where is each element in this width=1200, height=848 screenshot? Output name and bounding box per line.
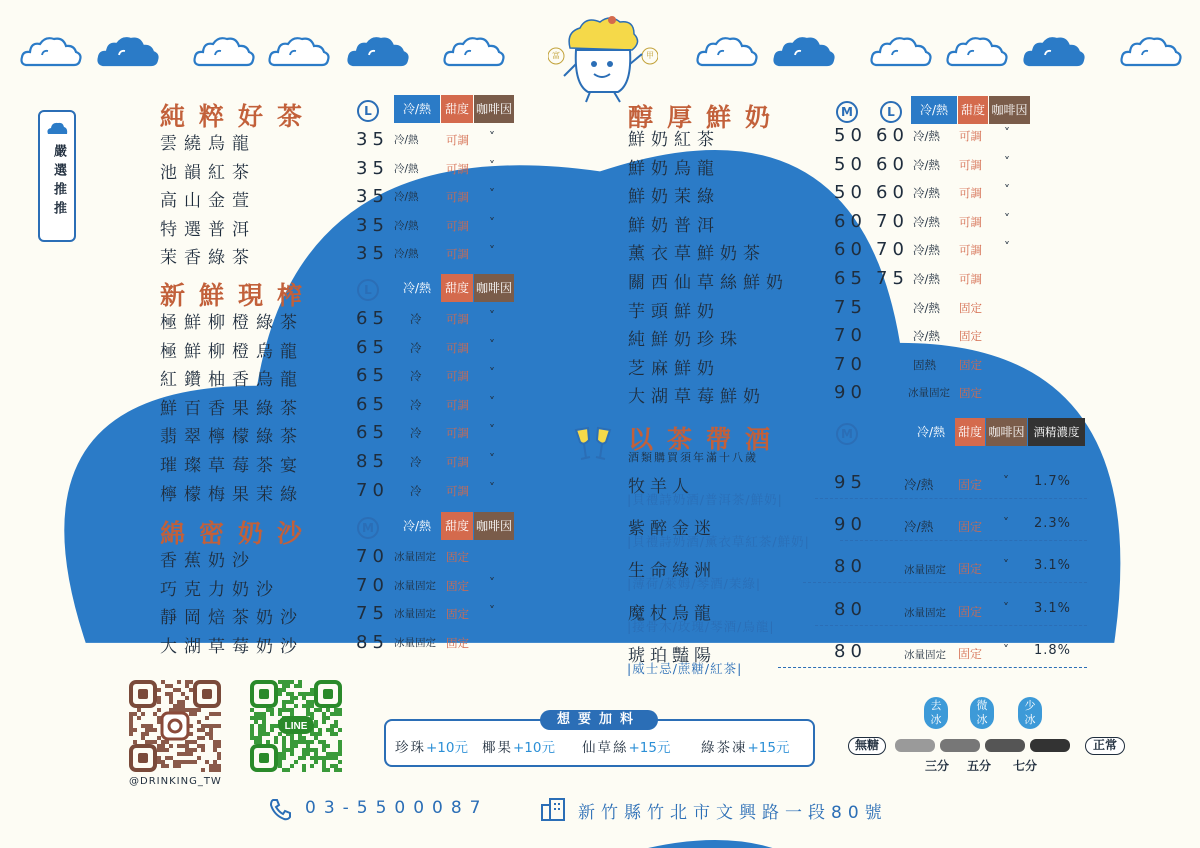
item-name: 大湖草莓鮮奶 bbox=[628, 387, 766, 408]
item-price-l: 70 bbox=[876, 210, 909, 232]
item-price-m: 50 bbox=[834, 125, 867, 146]
ice-level-2: 微 冰 bbox=[970, 697, 994, 729]
item-name: 薰衣草鮮奶茶 bbox=[628, 244, 766, 265]
sugar-level-1 bbox=[895, 739, 935, 752]
item-price: 70 bbox=[356, 546, 389, 567]
address[interactable]: 新竹縣竹北市文興路一段80號 bbox=[578, 803, 888, 823]
item-ingredients: |貝禮詩奶酒/薰衣草紅茶/鮮奶| bbox=[627, 534, 810, 550]
menu-item[interactable] bbox=[0, 325, 1100, 353]
caffeine-chevron-icon: ˅ bbox=[489, 309, 495, 323]
header-cloud-icon bbox=[97, 35, 159, 67]
item-price-m: 90 bbox=[834, 382, 867, 404]
menu-item[interactable] bbox=[0, 382, 1100, 410]
item-name: 極鮮柳橙綠茶 bbox=[160, 313, 304, 333]
item-name: 翡翠檸檬綠茶 bbox=[160, 427, 304, 448]
item-temp: 冷/熱 bbox=[913, 214, 940, 229]
item-name: 鮮奶紅茶 bbox=[628, 130, 720, 150]
item-price-l: 60 bbox=[876, 182, 909, 204]
item-price-m: 70 bbox=[834, 325, 867, 347]
menu-item[interactable] bbox=[0, 422, 600, 450]
addon-price: +15元 bbox=[628, 740, 671, 756]
header-hot-cold: 冷/熱 bbox=[394, 512, 440, 540]
item-name: 鮮奶普洱 bbox=[628, 215, 720, 236]
item-temp: 固熱 bbox=[913, 357, 936, 372]
menu-item[interactable] bbox=[0, 211, 1100, 239]
section-title-fresh: 新鮮現榨 bbox=[160, 281, 317, 310]
item-name: 鮮百香果綠茶 bbox=[160, 398, 304, 419]
item-name: 雲繞烏龍 bbox=[160, 134, 256, 154]
item-temp: 冰量固定 bbox=[394, 636, 436, 649]
ice-level-1: 去 冰 bbox=[924, 697, 948, 729]
item-temp: 冷/熱 bbox=[394, 134, 419, 146]
caffeine-chevron-icon: ˅ bbox=[1004, 183, 1010, 198]
caffeine-chevron-icon: ˅ bbox=[489, 423, 495, 438]
item-name: 琥珀豔陽 bbox=[628, 645, 716, 666]
header-hot-cold: 冷/熱 bbox=[911, 96, 957, 124]
addon-name: 仙草絲 bbox=[582, 740, 629, 756]
header-cloud-icon bbox=[20, 35, 82, 67]
age-note: 酒類購買須年滿十八歲 bbox=[628, 451, 758, 464]
addon-price: +10元 bbox=[513, 740, 555, 756]
size-m-icon: M bbox=[357, 517, 379, 539]
phone-icon bbox=[268, 797, 294, 821]
item-name: 魔杖烏龍 bbox=[628, 603, 716, 624]
item-ingredients: |貝禮詩奶酒/普洱茶/鮮奶| bbox=[627, 492, 783, 507]
item-temp: 冷/熱 bbox=[394, 191, 419, 204]
header-cloud-icon bbox=[870, 35, 932, 67]
header-caffeine: 咖啡因 bbox=[989, 96, 1030, 124]
item-ingredients: |接骨木/玫瑰/琴酒/烏龍| bbox=[627, 618, 775, 634]
header-alcohol: 酒精濃度 bbox=[1028, 418, 1085, 446]
item-price-l: 60 bbox=[876, 153, 909, 175]
caffeine-chevron-icon: ˅ bbox=[489, 604, 495, 619]
caffeine-chevron-icon: ˅ bbox=[1003, 474, 1009, 488]
header-cloud-icon bbox=[443, 35, 505, 67]
item-name: 極鮮柳橙烏龍 bbox=[160, 341, 304, 362]
menu-item[interactable] bbox=[0, 556, 1100, 584]
item-abv: 2.3% bbox=[1034, 516, 1072, 532]
building-icon bbox=[540, 797, 566, 821]
item-temp: 冷 bbox=[410, 369, 422, 384]
caffeine-chevron-icon: ˅ bbox=[1003, 600, 1009, 615]
item-price-m: 65 bbox=[834, 268, 867, 289]
item-sweet: 可調 bbox=[446, 483, 469, 498]
size-m-icon: M bbox=[836, 101, 858, 123]
caffeine-chevron-icon: ˅ bbox=[1004, 240, 1010, 255]
item-temp: 冰量固定 bbox=[904, 564, 946, 577]
caffeine-chevron-icon: ˅ bbox=[489, 575, 495, 590]
item-price: 35 bbox=[356, 129, 389, 150]
header-cloud-icon bbox=[268, 35, 330, 67]
item-ingredients: |威士忌/蔗糖/紅茶| bbox=[627, 660, 743, 676]
badge-text: 嚴選推推 bbox=[51, 144, 66, 220]
item-temp: 冷 bbox=[410, 340, 422, 355]
ingredient-divider bbox=[840, 540, 1087, 541]
item-temp: 冷/熱 bbox=[913, 157, 940, 172]
menu-item[interactable] bbox=[0, 125, 1100, 153]
item-sweet: 固定 bbox=[959, 386, 982, 401]
header-sweetness: 甜度 bbox=[958, 96, 988, 124]
item-sweet: 可調 bbox=[446, 369, 469, 384]
item-temp: 冷/熱 bbox=[913, 329, 940, 344]
item-price-m: 75 bbox=[834, 296, 867, 318]
sugar-level-label: 五分 bbox=[967, 759, 992, 773]
caffeine-chevron-icon: ˅ bbox=[489, 394, 495, 409]
item-sweet: 固定 bbox=[446, 635, 469, 650]
item-temp: 冰量固定 bbox=[908, 387, 950, 400]
item-name: 生命綠洲 bbox=[628, 561, 716, 582]
addon-title: 想要加料 bbox=[540, 710, 658, 730]
menu-item[interactable] bbox=[0, 514, 1100, 542]
item-price: 65 bbox=[356, 308, 389, 329]
caffeine-chevron-icon: ˅ bbox=[489, 366, 495, 381]
item-price: 70 bbox=[356, 574, 389, 596]
ingredient-divider bbox=[815, 498, 1087, 499]
section-title-wine: 以茶帶酒 bbox=[628, 425, 785, 454]
item-temp: 冷 bbox=[410, 483, 422, 498]
item-price: 80 bbox=[834, 640, 867, 662]
item-sweet: 可調 bbox=[959, 186, 982, 201]
header-sweetness: 甜度 bbox=[441, 512, 473, 540]
header-cloud-icon bbox=[946, 35, 1008, 67]
item-sweet: 可調 bbox=[446, 455, 469, 469]
item-name: 鮮奶茉綠 bbox=[628, 187, 720, 208]
item-name: 璀璨草莓茶宴 bbox=[160, 456, 304, 476]
header-cloud-icon bbox=[773, 35, 835, 67]
caffeine-chevron-icon: ˅ bbox=[489, 130, 495, 144]
item-sweet: 可調 bbox=[959, 243, 982, 258]
item-sweet: 固定 bbox=[446, 550, 469, 564]
item-price-m: 70 bbox=[834, 353, 867, 375]
item-price: 85 bbox=[356, 631, 389, 653]
header-cloud-icon bbox=[193, 35, 255, 67]
item-temp: 冷 bbox=[410, 312, 422, 326]
item-price-l: 60 bbox=[876, 125, 909, 146]
item-price-l: 75 bbox=[876, 268, 909, 289]
item-price: 80 bbox=[834, 556, 867, 578]
header-cloud-icon bbox=[696, 35, 758, 67]
item-name: 檸檬梅果茉綠 bbox=[160, 484, 304, 505]
addon-price: +10元 bbox=[426, 740, 468, 756]
section-title-smoothie: 綿密奶沙 bbox=[160, 519, 317, 548]
header-hot-cold: 冷/熱 bbox=[908, 418, 954, 446]
size-l-icon: L bbox=[357, 279, 379, 301]
item-name: 大湖草莓奶沙 bbox=[160, 636, 304, 657]
item-price: 70 bbox=[356, 479, 389, 501]
item-sweet: 固定 bbox=[958, 520, 983, 535]
menu-item[interactable] bbox=[0, 268, 1100, 296]
item-price: 95 bbox=[834, 472, 867, 493]
item-sweet: 可調 bbox=[446, 247, 469, 262]
item-abv: 3.1% bbox=[1034, 558, 1072, 574]
item-temp: 冰量固定 bbox=[904, 648, 946, 661]
item-temp: 冷/熱 bbox=[913, 243, 940, 258]
header-cloud-icon bbox=[1120, 35, 1182, 67]
wine-glasses-icon bbox=[572, 424, 616, 464]
item-name: 牧羊人 bbox=[628, 477, 694, 497]
item-abv: 3.1% bbox=[1034, 600, 1072, 616]
menu-item[interactable] bbox=[0, 297, 1100, 325]
item-price-m: 50 bbox=[834, 182, 867, 204]
item-sweet: 可調 bbox=[446, 133, 469, 147]
sugar-level-4 bbox=[1030, 739, 1070, 752]
item-name: 高山金萱 bbox=[160, 191, 256, 212]
header-caffeine: 咖啡因 bbox=[474, 274, 514, 302]
ingredient-divider bbox=[815, 625, 1087, 626]
ingredient-divider bbox=[778, 667, 1088, 668]
item-temp: 冷/熱 bbox=[913, 300, 940, 315]
phone-number[interactable]: 03-5500087 bbox=[305, 798, 489, 818]
item-sweet: 固定 bbox=[446, 607, 469, 622]
caffeine-chevron-icon: ˅ bbox=[1003, 642, 1009, 657]
item-name: 芋頭鮮奶 bbox=[628, 301, 720, 322]
section-title-milk: 醇厚鮮奶 bbox=[628, 103, 785, 132]
item-price: 35 bbox=[356, 157, 389, 179]
item-temp: 冰量固定 bbox=[394, 551, 436, 563]
item-price: 65 bbox=[356, 393, 389, 415]
item-temp: 冰量固定 bbox=[394, 579, 436, 592]
item-abv: 1.8% bbox=[1034, 642, 1072, 658]
item-sweet: 可調 bbox=[446, 397, 469, 412]
item-sweet: 固定 bbox=[958, 646, 983, 661]
item-temp: 冷/熱 bbox=[394, 219, 419, 232]
line-qr[interactable] bbox=[250, 680, 342, 772]
header-caffeine: 咖啡因 bbox=[474, 95, 514, 123]
header-sweetness: 甜度 bbox=[955, 418, 985, 446]
item-temp: 冷/熱 bbox=[904, 519, 934, 535]
sugar-none-pill: 無糖 bbox=[848, 737, 886, 755]
menu-item[interactable] bbox=[0, 641, 1100, 669]
item-name: 巧克力奶沙 bbox=[160, 579, 280, 600]
item-price-m: 50 bbox=[834, 153, 867, 175]
addon-item bbox=[701, 736, 790, 756]
addon-name: 椰果 bbox=[482, 740, 513, 756]
menu-item[interactable] bbox=[0, 182, 1100, 210]
addon-name: 珍珠 bbox=[395, 740, 426, 756]
stamp-right: 甲 bbox=[646, 51, 654, 60]
caffeine-chevron-icon: ˅ bbox=[489, 337, 495, 352]
caffeine-chevron-icon: ˅ bbox=[489, 187, 495, 202]
item-abv: 1.7% bbox=[1034, 474, 1072, 489]
menu-item[interactable] bbox=[0, 599, 1100, 627]
ice-level-3: 少 冰 bbox=[1018, 697, 1042, 729]
sugar-level-2 bbox=[940, 739, 980, 752]
item-sweet: 可調 bbox=[446, 340, 469, 355]
mascot-logo bbox=[548, 14, 658, 104]
caffeine-chevron-icon: ˅ bbox=[1003, 516, 1009, 531]
addon-price: +15元 bbox=[747, 740, 790, 756]
item-sweet: 可調 bbox=[959, 157, 982, 172]
item-name: 紅鑽柚香烏龍 bbox=[160, 370, 304, 391]
item-name: 紫醉金迷 bbox=[628, 519, 716, 540]
item-price: 85 bbox=[356, 451, 389, 472]
header-cloud-icon bbox=[347, 35, 409, 67]
item-price-m: 60 bbox=[834, 210, 867, 232]
item-sweet: 可調 bbox=[959, 214, 982, 229]
size-m-icon: M bbox=[836, 423, 858, 445]
menu-item[interactable] bbox=[0, 239, 1100, 267]
addon-item bbox=[395, 736, 468, 756]
item-temp: 冰量固定 bbox=[394, 608, 436, 621]
size-l-icon: L bbox=[880, 101, 902, 123]
item-sweet: 固定 bbox=[958, 604, 983, 619]
menu-item[interactable] bbox=[0, 154, 1100, 182]
header-hot-cold: 冷/熱 bbox=[394, 274, 440, 302]
header-cloud-icon bbox=[1023, 35, 1085, 67]
ingredient-divider bbox=[803, 582, 1088, 583]
svg-text:LINE: LINE bbox=[284, 721, 308, 732]
header-sweetness: 甜度 bbox=[441, 274, 473, 302]
item-sweet: 固定 bbox=[958, 478, 983, 492]
menu-item[interactable] bbox=[0, 354, 1100, 382]
size-l-icon: L bbox=[357, 100, 379, 122]
instagram-qr[interactable] bbox=[129, 680, 221, 772]
sugar-normal-pill: 正常 bbox=[1085, 737, 1125, 755]
item-sweet: 固定 bbox=[959, 357, 982, 372]
caffeine-chevron-icon: ˅ bbox=[1004, 211, 1010, 226]
item-temp: 冷/熱 bbox=[394, 248, 419, 261]
caffeine-chevron-icon: ˅ bbox=[1003, 558, 1009, 573]
caffeine-chevron-icon: ˅ bbox=[1004, 126, 1010, 140]
item-price: 80 bbox=[834, 598, 867, 620]
item-name: 香蕉奶沙 bbox=[160, 551, 256, 571]
item-name: 芝麻鮮奶 bbox=[628, 358, 720, 379]
addon-name: 綠茶凍 bbox=[701, 740, 748, 756]
item-ingredients: |薄荷/萊姆/琴酒/茉綠| bbox=[627, 576, 762, 592]
item-name: 關西仙草絲鮮奶 bbox=[628, 273, 789, 293]
item-price: 35 bbox=[356, 243, 389, 265]
header-caffeine: 咖啡因 bbox=[474, 512, 514, 540]
caffeine-chevron-icon: ˅ bbox=[489, 215, 495, 230]
item-price: 90 bbox=[834, 514, 867, 536]
header-caffeine: 咖啡因 bbox=[986, 418, 1027, 446]
item-name: 池韻紅茶 bbox=[160, 162, 256, 183]
item-temp: 冰量固定 bbox=[904, 606, 946, 619]
item-price: 35 bbox=[356, 186, 389, 208]
item-name: 特選普洱 bbox=[160, 219, 256, 240]
item-temp: 冷 bbox=[410, 455, 422, 469]
item-price: 65 bbox=[356, 365, 389, 387]
sugar-level-label: 七分 bbox=[1013, 759, 1038, 773]
item-temp: 冷/熱 bbox=[913, 129, 940, 143]
item-sweet: 可調 bbox=[446, 161, 469, 176]
item-name: 鮮奶烏龍 bbox=[628, 158, 720, 179]
caffeine-chevron-icon: ˅ bbox=[489, 480, 495, 495]
addon-item bbox=[482, 736, 555, 756]
instagram-handle: @DRINKING_TW bbox=[129, 776, 222, 787]
item-sweet: 可調 bbox=[446, 426, 469, 441]
item-price: 65 bbox=[356, 336, 389, 358]
item-temp: 冷/熱 bbox=[913, 272, 940, 286]
item-price: 65 bbox=[356, 422, 389, 444]
sugar-level-3 bbox=[985, 739, 1025, 752]
item-price: 75 bbox=[356, 603, 389, 625]
header-hot-cold: 冷/熱 bbox=[394, 95, 440, 123]
item-sweet: 可調 bbox=[446, 312, 469, 326]
item-price-l: 70 bbox=[876, 239, 909, 261]
item-temp: 冷/熱 bbox=[913, 186, 940, 201]
item-temp: 冷 bbox=[410, 426, 422, 441]
header-sweetness: 甜度 bbox=[441, 95, 473, 123]
caffeine-chevron-icon: ˅ bbox=[1004, 154, 1010, 169]
item-sweet: 可調 bbox=[446, 218, 469, 233]
caffeine-chevron-icon: ˅ bbox=[489, 452, 495, 466]
menu-item[interactable] bbox=[0, 472, 1100, 500]
item-name: 靜岡焙茶奶沙 bbox=[160, 608, 304, 629]
item-sweet: 固定 bbox=[958, 562, 983, 577]
item-price-m: 60 bbox=[834, 239, 867, 261]
sugar-level-label: 三分 bbox=[925, 759, 950, 773]
item-sweet: 固定 bbox=[959, 300, 982, 315]
item-sweet: 固定 bbox=[446, 578, 469, 593]
item-sweet: 固定 bbox=[959, 329, 982, 344]
item-sweet: 可調 bbox=[959, 272, 982, 286]
item-temp: 冷 bbox=[410, 397, 422, 412]
item-sweet: 可調 bbox=[446, 190, 469, 205]
item-temp: 冷/熱 bbox=[904, 477, 934, 492]
caffeine-chevron-icon: ˅ bbox=[489, 158, 495, 173]
item-price: 35 bbox=[356, 214, 389, 236]
item-name: 茉香綠茶 bbox=[160, 248, 256, 269]
caffeine-chevron-icon: ˅ bbox=[489, 244, 495, 259]
stamp-left: 富 bbox=[552, 51, 560, 60]
section-title-pure-tea: 純粹好茶 bbox=[160, 102, 317, 131]
item-name: 純鮮奶珍珠 bbox=[628, 330, 743, 351]
item-temp: 冷/熱 bbox=[394, 162, 419, 175]
item-sweet: 可調 bbox=[959, 129, 982, 143]
addon-item bbox=[582, 736, 671, 756]
